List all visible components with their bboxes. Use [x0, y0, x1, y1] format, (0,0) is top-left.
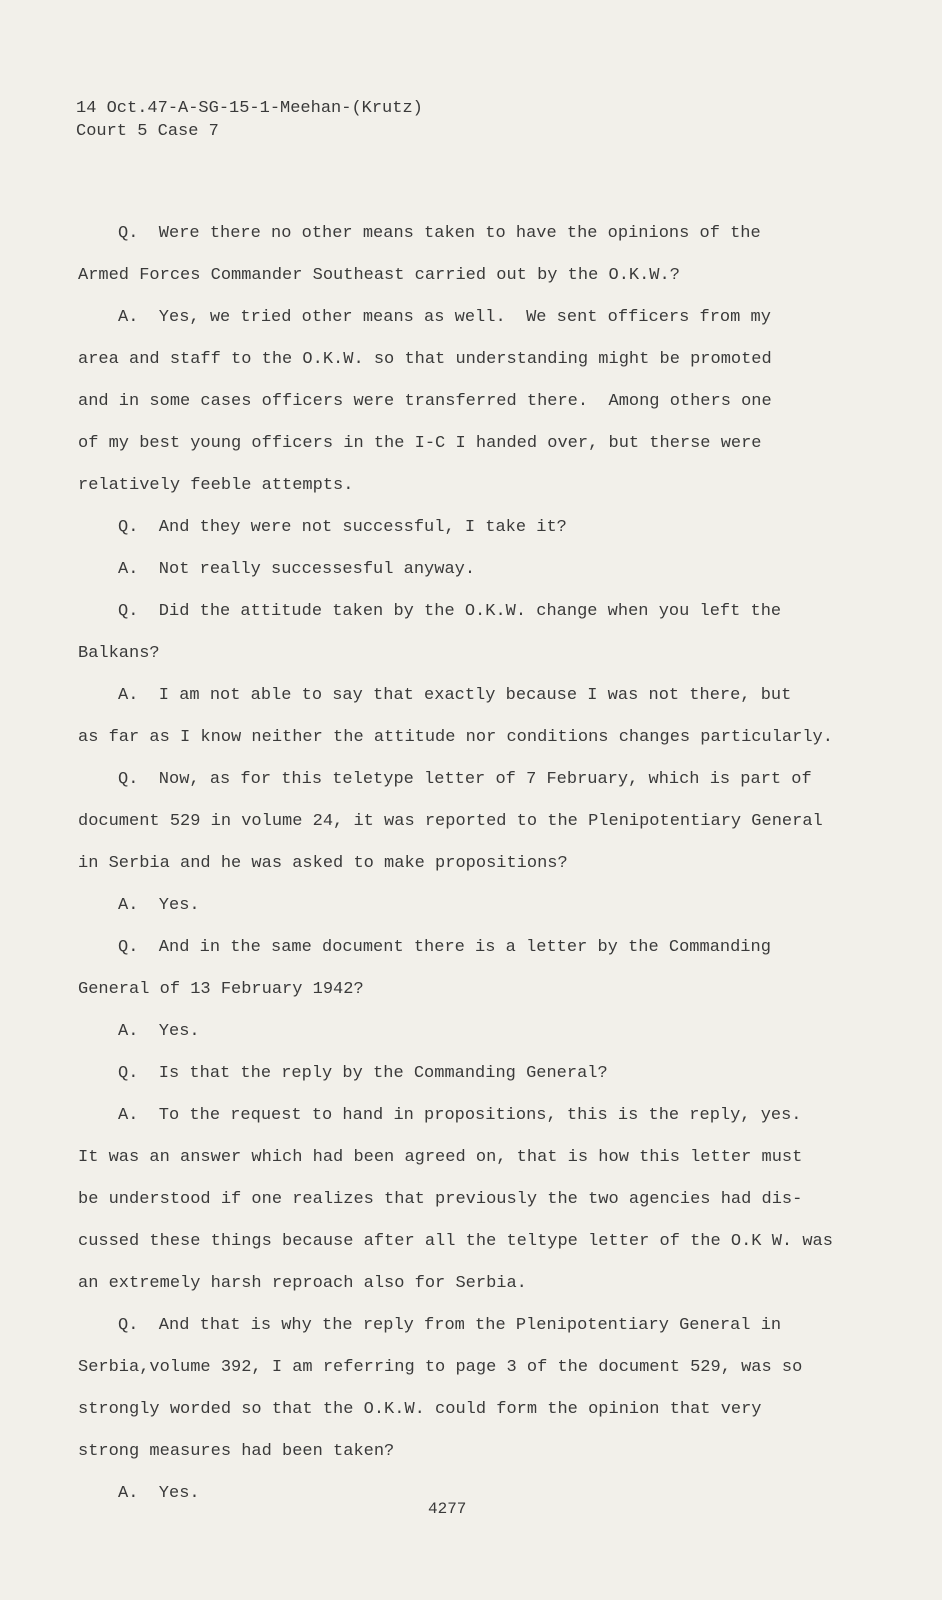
transcript-line: as far as I know neither the attitude nor conditions changes particularly.	[78, 728, 833, 747]
transcript-line: area and staff to the O.K.W. so that understanding might be promoted	[78, 350, 772, 369]
transcript-line: Armed Forces Commander Southeast carried out by the O.K.W.?	[78, 266, 680, 285]
transcript-line: General of 13 February 1942?	[78, 980, 364, 999]
transcript-line: strongly worded so that the O.K.W. could form the opinion that very	[78, 1400, 762, 1419]
transcript-line: Q. And that is why the reply from the Plenipotentiary General in	[118, 1316, 782, 1335]
transcript-line: Q. And they were not successful, I take it?	[118, 518, 567, 537]
transcript-line: A. I am not able to say that exactly because I was not there, but	[118, 686, 792, 705]
transcript-line: document 529 in volume 24, it was reported to the Plenipotentiary General	[78, 812, 823, 831]
transcript-line: strong measures had been taken?	[78, 1442, 395, 1461]
transcript-line: relatively feeble attempts.	[78, 476, 354, 495]
transcript-line: of my best young officers in the I-C I handed over, but therse were	[78, 434, 762, 453]
transcript-line: Q. And in the same document there is a letter by the Commanding	[118, 938, 771, 957]
page-number: 4277	[428, 1500, 467, 1518]
transcript-line: Serbia,volume 392, I am referring to page 3 of the document 529, was so	[78, 1358, 803, 1377]
transcript-line: in Serbia and he was asked to make propositions?	[78, 854, 568, 873]
transcript-line: Balkans?	[78, 644, 160, 663]
transcript-line: an extremely harsh reproach also for Serbia.	[78, 1274, 527, 1293]
transcript-line: It was an answer which had been agreed on, that is how this letter must	[78, 1148, 803, 1167]
transcript-body	[78, 222, 858, 1524]
transcript-line: A. To the request to hand in propositions, this is the reply, yes.	[118, 1106, 802, 1125]
transcript-line: A. Not really successesful anyway.	[118, 560, 476, 579]
transcript-line: cussed these things because after all the teltype letter of the O.K W. was	[78, 1232, 833, 1251]
transcript-line: Q. Did the attitude taken by the O.K.W. change when you left the	[118, 602, 782, 621]
transcript-line: A. Yes.	[118, 1484, 200, 1503]
transcript-line: A. Yes.	[118, 896, 200, 915]
transcript-line: Q. Is that the reply by the Commanding General?	[118, 1064, 608, 1083]
transcript-line: and in some cases officers were transferred there. Among others one	[78, 392, 772, 411]
transcript-line: be understood if one realizes that previously the two agencies had dis-	[78, 1190, 803, 1209]
header-reference-line: 14 Oct.47-A-SG-15-1-Meehan-(Krutz)	[76, 99, 423, 118]
transcript-line: Q. Now, as for this teletype letter of 7 February, which is part of	[118, 770, 812, 789]
header-court-line: Court 5 Case 7	[76, 122, 219, 141]
transcript-line: A. Yes.	[118, 1022, 200, 1041]
transcript-line: A. Yes, we tried other means as well. We sent officers from my	[118, 308, 771, 327]
transcript-line: Q. Were there no other means taken to have the opinions of the	[118, 224, 761, 243]
document-header	[76, 97, 423, 143]
